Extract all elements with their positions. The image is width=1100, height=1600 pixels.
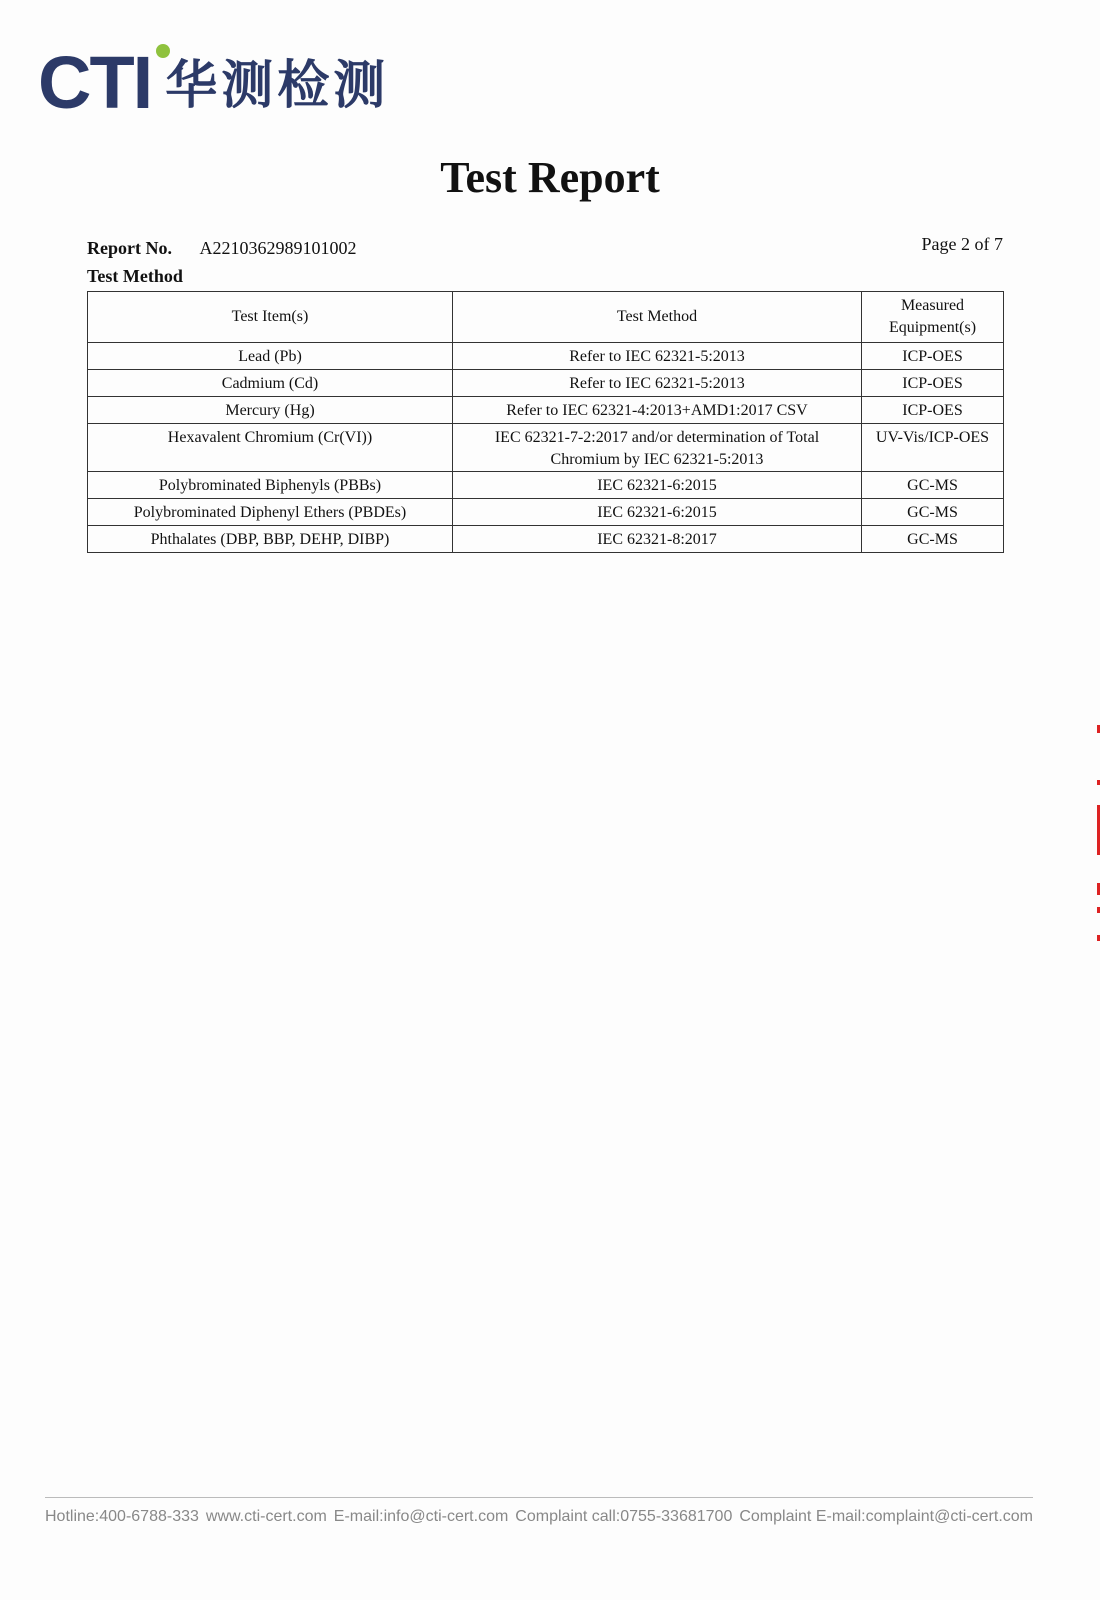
cell-test-item: Cadmium (Cd) xyxy=(88,370,453,397)
page-indicator: Page 2 of 7 xyxy=(921,234,1003,254)
cell-test-item: Polybrominated Biphenyls (PBBs) xyxy=(88,472,453,499)
logo-dot-icon xyxy=(156,44,170,58)
cell-test-method: IEC 62321-7-2:2017 and/or determination of Total Chromium by IEC 62321-5:2013 xyxy=(453,424,862,472)
cell-test-item: Hexavalent Chromium (Cr(VI)) xyxy=(88,424,453,472)
table-row xyxy=(88,343,1004,370)
logo-chinese-name: 华测检测 xyxy=(165,56,390,116)
cell-test-method: Refer to IEC 62321-4:2013+AMD1:2017 CSV xyxy=(453,397,862,424)
header-test-items: Test Item(s) xyxy=(88,292,453,343)
header-equipment: Measured Equipment(s) xyxy=(862,292,1004,343)
report-number-line xyxy=(87,238,357,259)
section-title: Test Method xyxy=(87,266,183,286)
footer-hotline: Hotline:400-6788-333 xyxy=(45,1508,199,1525)
cell-test-method: Refer to IEC 62321-5:2013 xyxy=(453,343,862,370)
cell-equipment: GC-MS xyxy=(862,472,1004,499)
cell-test-item: Mercury (Hg) xyxy=(88,397,453,424)
seal-edge-marks xyxy=(1096,725,1100,945)
logo-brand-text: CTI xyxy=(38,41,152,124)
company-logo xyxy=(38,40,390,124)
test-method-table xyxy=(87,291,1004,553)
footer-complaint-call: Complaint call:0755-33681700 xyxy=(515,1508,733,1525)
header-test-method: Test Method xyxy=(453,292,862,343)
cell-equipment: ICP-OES xyxy=(862,370,1004,397)
footer-email[interactable]: E-mail:info@cti-cert.com xyxy=(333,1508,509,1525)
table-header-row xyxy=(88,292,1004,343)
cell-test-item: Polybrominated Diphenyl Ethers (PBDEs) xyxy=(88,499,453,526)
report-number-label: Report No. xyxy=(87,238,172,258)
table-row xyxy=(88,424,1004,472)
table-row xyxy=(88,499,1004,526)
cell-test-method: IEC 62321-6:2015 xyxy=(453,499,862,526)
footer-website[interactable]: www.cti-cert.com xyxy=(205,1508,327,1525)
table-row xyxy=(88,370,1004,397)
cell-equipment: GC-MS xyxy=(862,499,1004,526)
cell-test-method: Refer to IEC 62321-5:2013 xyxy=(453,370,862,397)
cell-equipment: UV-Vis/ICP-OES xyxy=(862,424,1004,472)
cell-equipment: ICP-OES xyxy=(862,397,1004,424)
table-row xyxy=(88,397,1004,424)
footer-divider xyxy=(45,1497,1033,1498)
cell-test-method: IEC 62321-6:2015 xyxy=(453,472,862,499)
cell-test-method: IEC 62321-8:2017 xyxy=(453,526,862,553)
cell-equipment: GC-MS xyxy=(862,526,1004,553)
cell-equipment: ICP-OES xyxy=(862,343,1004,370)
report-number-value: A2210362989101002 xyxy=(199,238,357,258)
footer-complaint-email[interactable]: Complaint E-mail:complaint@cti-cert.com xyxy=(739,1508,1033,1525)
page-title: Test Report xyxy=(440,153,660,202)
table-row xyxy=(88,472,1004,499)
page-footer xyxy=(45,1508,1033,1526)
table-row xyxy=(88,526,1004,553)
cell-test-item: Lead (Pb) xyxy=(88,343,453,370)
cell-test-item: Phthalates (DBP, BBP, DEHP, DIBP) xyxy=(88,526,453,553)
